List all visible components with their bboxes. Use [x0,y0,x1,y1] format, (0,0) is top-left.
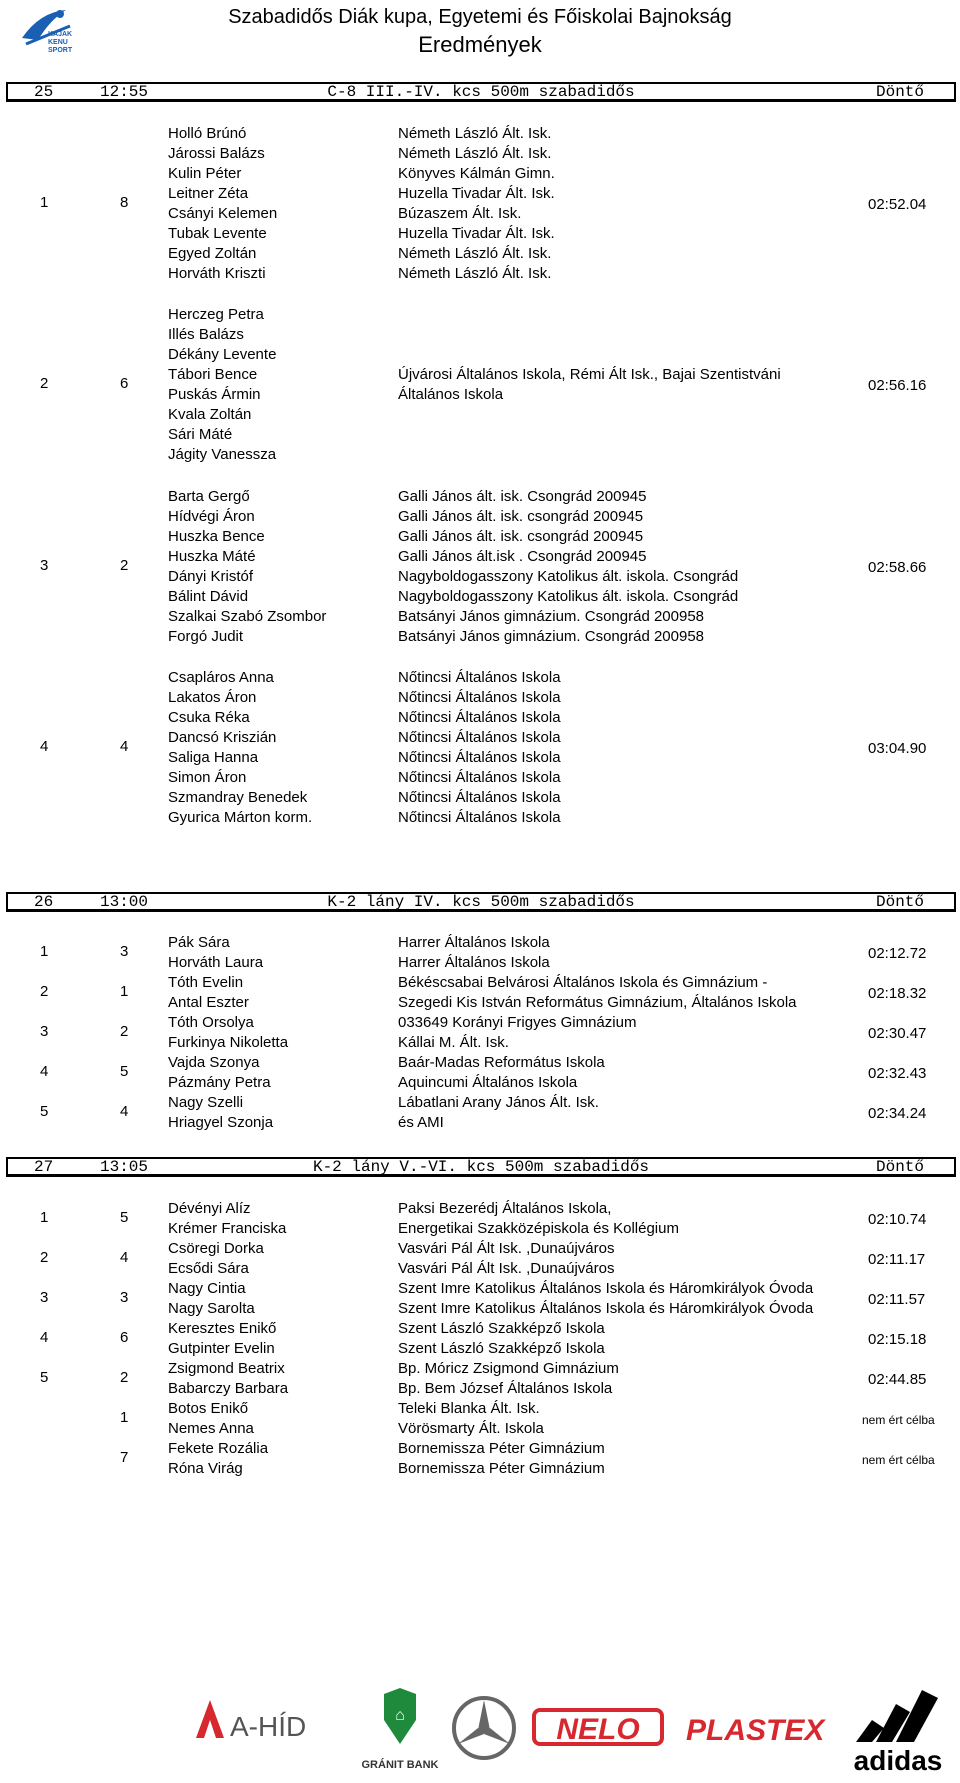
school: Németh László Ált. Isk. [398,265,552,282]
crew-member: Kulin Péter [168,165,242,182]
school: Aquincumi Általános Iskola [398,1074,578,1091]
svg-text:⌂: ⌂ [395,1707,405,1724]
crew-member: Hídvégi Áron [168,508,255,525]
place: 5 [40,1369,49,1386]
race-header [6,1157,956,1177]
school: Baár-Madas Református Iskola [398,1054,605,1071]
crew-member: Szmandray Benedek [168,789,308,806]
lane: 3 [120,943,129,960]
crew-schools [398,1359,619,1399]
school: Huzella Tivadar Ált. Isk. [398,185,555,202]
place: 4 [40,1329,49,1346]
school: Galli János ált. isk. Csongrád 200945 [398,488,647,505]
finish-time: 02:32.43 [868,1065,927,1082]
crew-schools [398,1239,614,1279]
lane: 4 [120,1249,129,1266]
crew-member: Nemes Anna [168,1420,254,1437]
finish-time: 02:18.32 [868,985,927,1002]
adidas-logo [854,1690,943,1776]
crew-member: Pázmány Petra [168,1074,271,1091]
school: Nőtincsi Általános Iskola [398,669,561,686]
crew-member: Lakatos Áron [168,689,257,706]
logo-text-3: SPORT [48,47,73,54]
crew-schools [398,124,555,284]
crew-member: Kvala Zoltán [168,406,252,423]
crew-member: Zsigmond Beatrix [168,1360,285,1377]
crew-schools [398,668,561,828]
crew-schools [398,1013,636,1053]
plastex-logo: PLASTEX [686,1714,825,1747]
lane: 7 [120,1449,129,1466]
school: Nőtincsi Általános Iskola [398,709,561,726]
place: 5 [40,1103,49,1120]
school: Nőtincsi Általános Iskola [398,769,561,786]
crew-member: Csuka Réka [168,709,250,726]
school: Vasvári Pál Ált Isk. ,Dunaújváros [398,1260,615,1277]
sponsor-bar [0,1680,960,1778]
logo-text-1: KAJAK [48,31,73,38]
race-stage: Döntő [875,893,924,911]
crew-schools [398,365,781,405]
crew-names [168,124,277,284]
crew-member: Keresztes Enikő [168,1320,277,1337]
crew-names [168,1279,255,1319]
race-time: 13:05 [100,1158,149,1176]
mercedes-star-icon [454,1698,514,1758]
place: 2 [40,1249,49,1266]
crew-schools [398,1399,544,1439]
school: és AMI [398,1114,444,1131]
crew-member: Dékány Levente [168,346,277,363]
crew-member: Botos Enikő [168,1400,249,1417]
school: Galli János ált. isk. csongrád 200945 [398,508,644,525]
finish-time: 02:11.57 [868,1291,926,1308]
school: 033649 Korányi Frigyes Gimnázium [398,1014,637,1031]
race-number: 25 [34,83,54,101]
crew-member: Járossi Balázs [168,145,265,162]
crew-member: Tóth Evelin [168,974,244,991]
crew-member: Herczeg Petra [168,306,264,323]
crew-member: Pák Sára [168,934,230,951]
sponsor-logos [0,1680,960,1778]
crew-member: Egyed Zoltán [168,245,257,262]
race-title: K-2 lány V.-VI. kcs 500m szabadidős [312,1158,650,1176]
race-number: 26 [34,893,54,911]
crew-schools [398,1279,846,1319]
finish-time: 02:11.17 [868,1251,926,1268]
lane: 2 [120,557,129,574]
crew-member: Antal Eszter [168,994,249,1011]
school: Búzaszem Ált. Isk. [398,205,522,222]
school: Németh László Ált. Isk. [398,245,552,262]
place: 4 [40,738,49,755]
finish-time: 02:12.72 [868,945,927,962]
crew-member: Barta Gergő [168,488,250,505]
lane: 1 [120,983,129,1000]
school: Nőtincsi Általános Iskola [398,749,561,766]
page-header [0,0,960,70]
school: Batsányi János gimnázium. Csongrád 200958 [398,628,705,645]
crew-member: Gyurica Márton korm. [168,809,313,826]
place: 2 [40,983,49,1000]
lane: 6 [120,1329,129,1346]
crew-schools [398,1319,605,1359]
crew-member: Leitner Zéta [168,185,249,202]
nelo-logo [534,1710,662,1746]
school: Könyves Kálmán Gimn. [398,165,555,182]
school: Németh László Ált. Isk. [398,145,552,162]
crew-member: Csöregi Dorka [168,1240,264,1257]
crew-member: Dányi Kristóf [168,568,254,585]
crew-member: Szalkai Szabó Zsombor [168,608,327,625]
crew-names [168,305,276,465]
did-not-finish: nem ért célba [862,1413,935,1427]
crew-member: Fekete Rozália [168,1440,269,1457]
crew-member: Simon Áron [168,769,247,786]
school: Általános Iskola [398,386,504,403]
school: Paksi Bezerédj Általános Iskola, [398,1200,612,1217]
finish-time: 02:58.66 [868,559,927,576]
crew-member: Illés Balázs [168,326,244,343]
race-number: 27 [34,1158,54,1176]
place: 1 [40,943,49,960]
lane: 2 [120,1369,129,1386]
race-title: C-8 III.-IV. kcs 500m szabadidős [327,83,635,101]
nelo-text: NELO [556,1713,640,1746]
crew-schools [398,933,550,973]
crew-member: Tubak Levente [168,225,267,242]
crew-member: Puskás Ármin [168,386,261,403]
race-title: K-2 lány IV. kcs 500m szabadidős [327,893,635,911]
place: 2 [40,375,49,392]
crew-member: Nagy Sarolta [168,1300,255,1317]
finish-time: 02:15.18 [868,1331,927,1348]
crew-member: Saliga Hanna [168,749,259,766]
crew-member: Gutpinter Evelin [168,1340,275,1357]
crew-member: Horváth Kriszti [168,265,266,282]
school: Nagyboldogasszony Katolikus ált. iskola. Csongrád [398,568,739,585]
school: Bornemissza Péter Gimnázium [398,1460,605,1477]
school: Bornemissza Péter Gimnázium [398,1440,605,1457]
school: Lábatlani Arany János Ált. Isk. [398,1094,599,1111]
school: Nagyboldogasszony Katolikus ált. iskola. Csongrád [398,588,739,605]
crew-member: Hriagyel Szonja [168,1114,274,1131]
lane: 4 [120,738,129,755]
crew-names [168,1359,288,1399]
school: Teleki Blanka Ált. Isk. [398,1400,540,1417]
page-subtitle: Eredmények [418,32,542,57]
school: Békéscsabai Belvárosi Általános Iskola és Gimnázium - [398,974,768,991]
crew-member: Horváth Laura [168,954,264,971]
race-time: 13:00 [100,893,149,911]
finish-time: 02:52.04 [868,196,927,213]
finish-time: 02:10.74 [868,1211,927,1228]
school: Szent Imre Katolikus Általános Iskola és Háromkirályok Óvoda [398,1280,814,1297]
lane: 5 [120,1063,129,1080]
crew-schools [398,487,738,647]
finish-time: 03:04.90 [868,740,927,757]
school: Németh László Ált. Isk. [398,125,552,142]
crew-schools [398,1439,605,1479]
school: Vörösmarty Ált. Iskola [398,1420,544,1437]
did-not-finish: nem ért célba [862,1453,935,1467]
crew-member: Huszka Máté [168,548,256,565]
school: Szent László Szakképző Iskola [398,1340,605,1357]
crew-member: Holló Brúnó [168,125,247,142]
crew-member: Ecsődi Sára [168,1260,249,1277]
school: Galli János ált.isk . Csongrád 200945 [398,548,647,565]
finish-time: 02:34.24 [868,1105,927,1122]
crew-member: Róna Virág [168,1460,243,1477]
race-stage: Döntő [875,83,924,101]
crew-member: Furkinya Nikoletta [168,1034,289,1051]
lane: 5 [120,1209,129,1226]
crew-member: Jágity Vanessza [168,446,277,463]
crew-member: Huszka Bence [168,528,265,545]
crew-member: Krémer Franciska [168,1220,287,1237]
place: 3 [40,557,49,574]
lane: 4 [120,1103,129,1120]
adidas-text: adidas [853,1745,943,1776]
crew-names [168,1439,268,1479]
crew-names [168,1013,288,1053]
school: Nőtincsi Általános Iskola [398,729,561,746]
crew-names [168,1239,264,1279]
logo-text-2: KENU [48,39,68,46]
lane: 6 [120,375,129,392]
a-hid-text: A-HÍD [230,1711,307,1742]
crew-schools [398,973,845,1013]
crew-names [168,1319,276,1359]
crew-member: Vajda Szonya [168,1054,260,1071]
crew-member: Csapláros Anna [168,669,274,686]
school: Nőtincsi Általános Iskola [398,689,561,706]
a-hid-logo [196,1700,306,1742]
granit-bank-logo [362,1688,439,1771]
race-time: 12:55 [100,83,149,101]
school: Szent László Szakképző Iskola [398,1320,605,1337]
crew-member: Nagy Cintia [168,1280,246,1297]
school: Szegedi Kis István Református Gimnázium, Általános Iskola [398,994,797,1011]
page-title: Szabadidős Diák kupa, Egyetemi és Főiskolai Bajnokság [228,6,732,28]
lane: 3 [120,1289,129,1306]
crew-names [168,668,312,828]
crew-member: Babarczy Barbara [168,1380,289,1397]
school: Energetikai Szakközépiskola és Kollégium [398,1220,679,1237]
school: Harrer Általános Iskola [398,934,550,951]
crew-schools [398,1199,679,1239]
crew-member: Tóth Orsolya [168,1014,254,1031]
school: Batsányi János gimnázium. Csongrád 200958 [398,608,705,625]
school: Bp. Móricz Zsigmond Gimnázium [398,1360,619,1377]
school: Kállai M. Ált. Isk. [398,1034,509,1051]
crew-member: Sári Máté [168,426,233,443]
crew-member: Tábori Bence [168,366,258,383]
crew-names [168,973,249,1013]
granit-bank-text: GRÁNIT BANK [361,1759,439,1771]
crew-member: Csányi Kelemen [168,205,278,222]
crew-names [168,933,263,973]
school: Harrer Általános Iskola [398,954,550,971]
place: 3 [40,1023,49,1040]
place: 1 [40,194,49,211]
crew-names [168,1399,254,1439]
finish-time: 02:44.85 [868,1371,927,1388]
school: Galli János ált. isk. csongrád 200945 [398,528,644,545]
school: Szent Imre Katolikus Általános Iskola és Háromkirályok Óvoda [398,1300,814,1317]
crew-names [168,1053,271,1093]
crew-member: Dévényi Alíz [168,1200,251,1217]
crew-member: Bálint Dávid [168,588,249,605]
crew-member: Nagy Szelli [168,1094,244,1111]
crew-member: Dancsó Kriszián [168,729,277,746]
school: Huzella Tivadar Ált. Isk. [398,225,555,242]
crew-names [168,1093,273,1133]
race-header [6,892,956,912]
race-header [6,82,956,102]
school: Újvárosi Általános Iskola, Rémi Ált Isk., Bajai Szentistváni [398,366,781,383]
place: 1 [40,1209,49,1226]
crew-member: Forgó Judit [168,628,244,645]
crew-schools [398,1093,599,1133]
lane: 8 [120,194,129,211]
lane: 2 [120,1023,129,1040]
finish-time: 02:30.47 [868,1025,927,1042]
crew-schools [398,1053,605,1093]
place: 3 [40,1289,49,1306]
crew-names [168,487,326,647]
school: Nőtincsi Általános Iskola [398,809,561,826]
school: Nőtincsi Általános Iskola [398,789,561,806]
lane: 1 [120,1409,129,1426]
crew-names [168,1199,286,1239]
school: Bp. Bem József Általános Iskola [398,1380,613,1397]
place: 4 [40,1063,49,1080]
race-stage: Döntő [875,1158,924,1176]
finish-time: 02:56.16 [868,377,927,394]
school: Vasvári Pál Ált Isk. ,Dunaújváros [398,1240,615,1257]
